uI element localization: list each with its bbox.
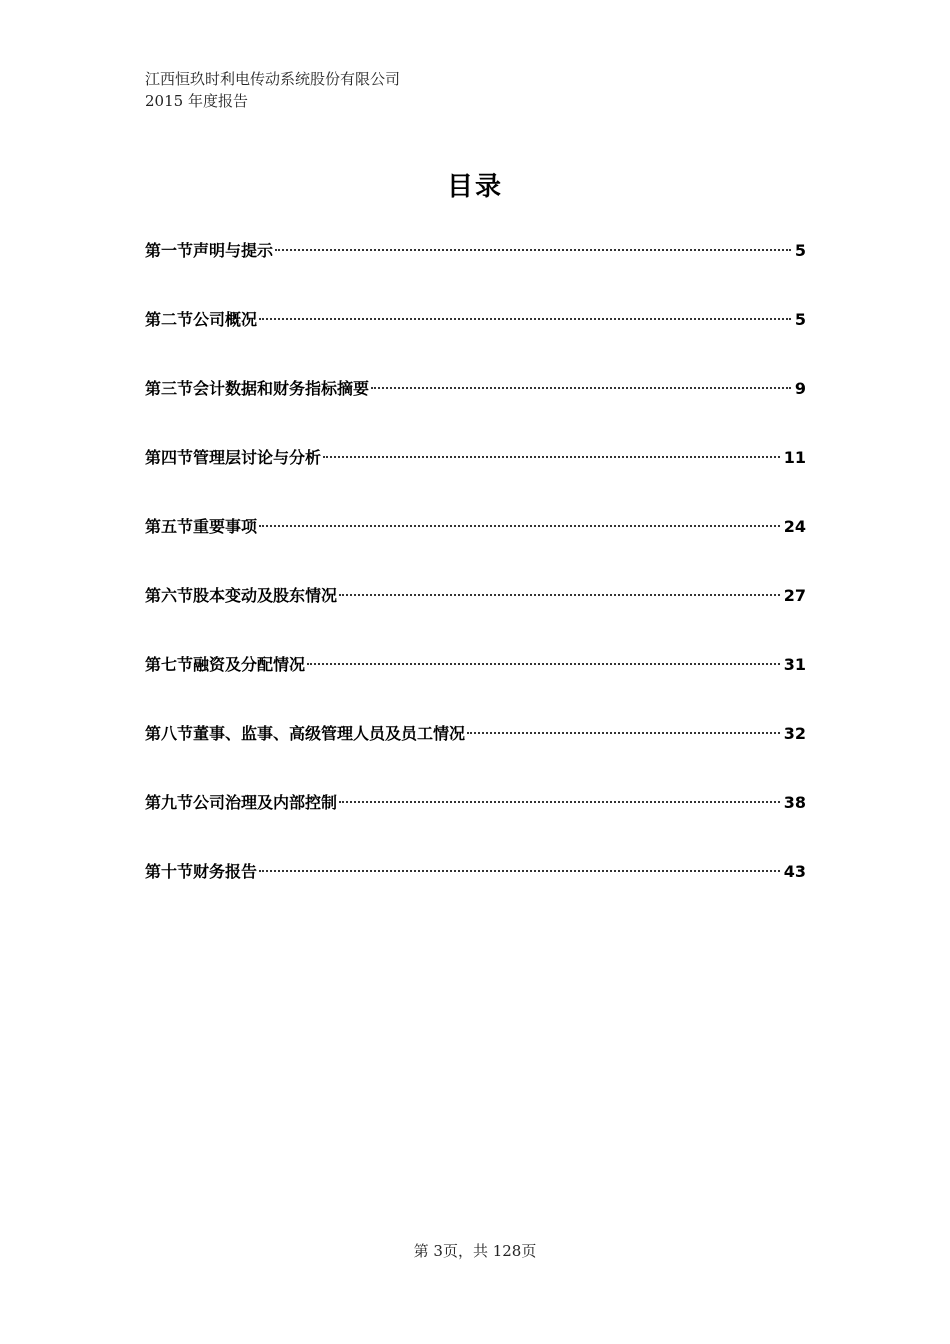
dot-leader xyxy=(339,801,780,803)
toc-entry-page: 27 xyxy=(783,586,806,605)
toc-entry-2[interactable] xyxy=(145,307,806,376)
toc-entry-label: 第六节股本变动及股东情况 xyxy=(145,586,338,605)
page-header xyxy=(145,68,400,112)
toc-entry-page: 38 xyxy=(783,793,806,812)
report-year: 2015 年度报告 xyxy=(145,92,248,110)
toc-entry-label: 第五节重要事项 xyxy=(145,517,258,536)
toc-entry-5[interactable] xyxy=(145,514,806,583)
dot-leader xyxy=(275,249,791,251)
toc-entry-10[interactable] xyxy=(145,859,806,928)
dot-leader xyxy=(259,525,780,527)
toc-entry-page: 5 xyxy=(794,310,806,329)
toc-entry-3[interactable] xyxy=(145,376,806,445)
toc-entry-page: 43 xyxy=(783,862,806,881)
toc-entry-9[interactable] xyxy=(145,790,806,859)
page-footer: 第 3页，共 128页 xyxy=(413,1242,537,1260)
dot-leader xyxy=(323,456,780,458)
toc-entry-label: 第二节公司概况 xyxy=(145,310,258,329)
dot-leader xyxy=(307,663,780,665)
toc-entry-label: 第七节融资及分配情况 xyxy=(145,655,306,674)
toc-entry-1[interactable] xyxy=(145,238,806,307)
toc-entry-page: 32 xyxy=(783,724,806,743)
dot-leader xyxy=(339,594,780,596)
toc-entry-label: 第三节会计数据和财务指标摘要 xyxy=(145,379,370,398)
toc-entry-4[interactable] xyxy=(145,445,806,514)
toc-entry-page: 31 xyxy=(783,655,806,674)
dot-leader xyxy=(259,870,780,872)
company-name: 江西恒玖时利电传动系统股份有限公司 xyxy=(145,70,401,88)
toc-entry-page: 9 xyxy=(794,379,806,398)
dot-leader xyxy=(259,318,791,320)
toc-entry-7[interactable] xyxy=(145,652,806,721)
toc-entry-page: 24 xyxy=(783,517,806,536)
toc-entry-label: 第八节董事、监事、高级管理人员及员工情况 xyxy=(145,724,466,743)
toc-entry-page: 5 xyxy=(794,241,806,260)
toc-entry-6[interactable] xyxy=(145,583,806,652)
toc-entry-label: 第九节公司治理及内部控制 xyxy=(145,793,338,812)
table-of-contents xyxy=(145,238,806,928)
toc-entry-8[interactable] xyxy=(145,721,806,790)
toc-entry-label: 第一节声明与提示 xyxy=(145,241,274,260)
toc-entry-page: 11 xyxy=(783,448,806,467)
toc-entry-label: 第四节管理层讨论与分析 xyxy=(145,448,322,467)
dot-leader xyxy=(467,732,780,734)
toc-entry-label: 第十节财务报告 xyxy=(145,862,258,881)
dot-leader xyxy=(371,387,791,389)
toc-title: 目录 xyxy=(446,172,503,202)
